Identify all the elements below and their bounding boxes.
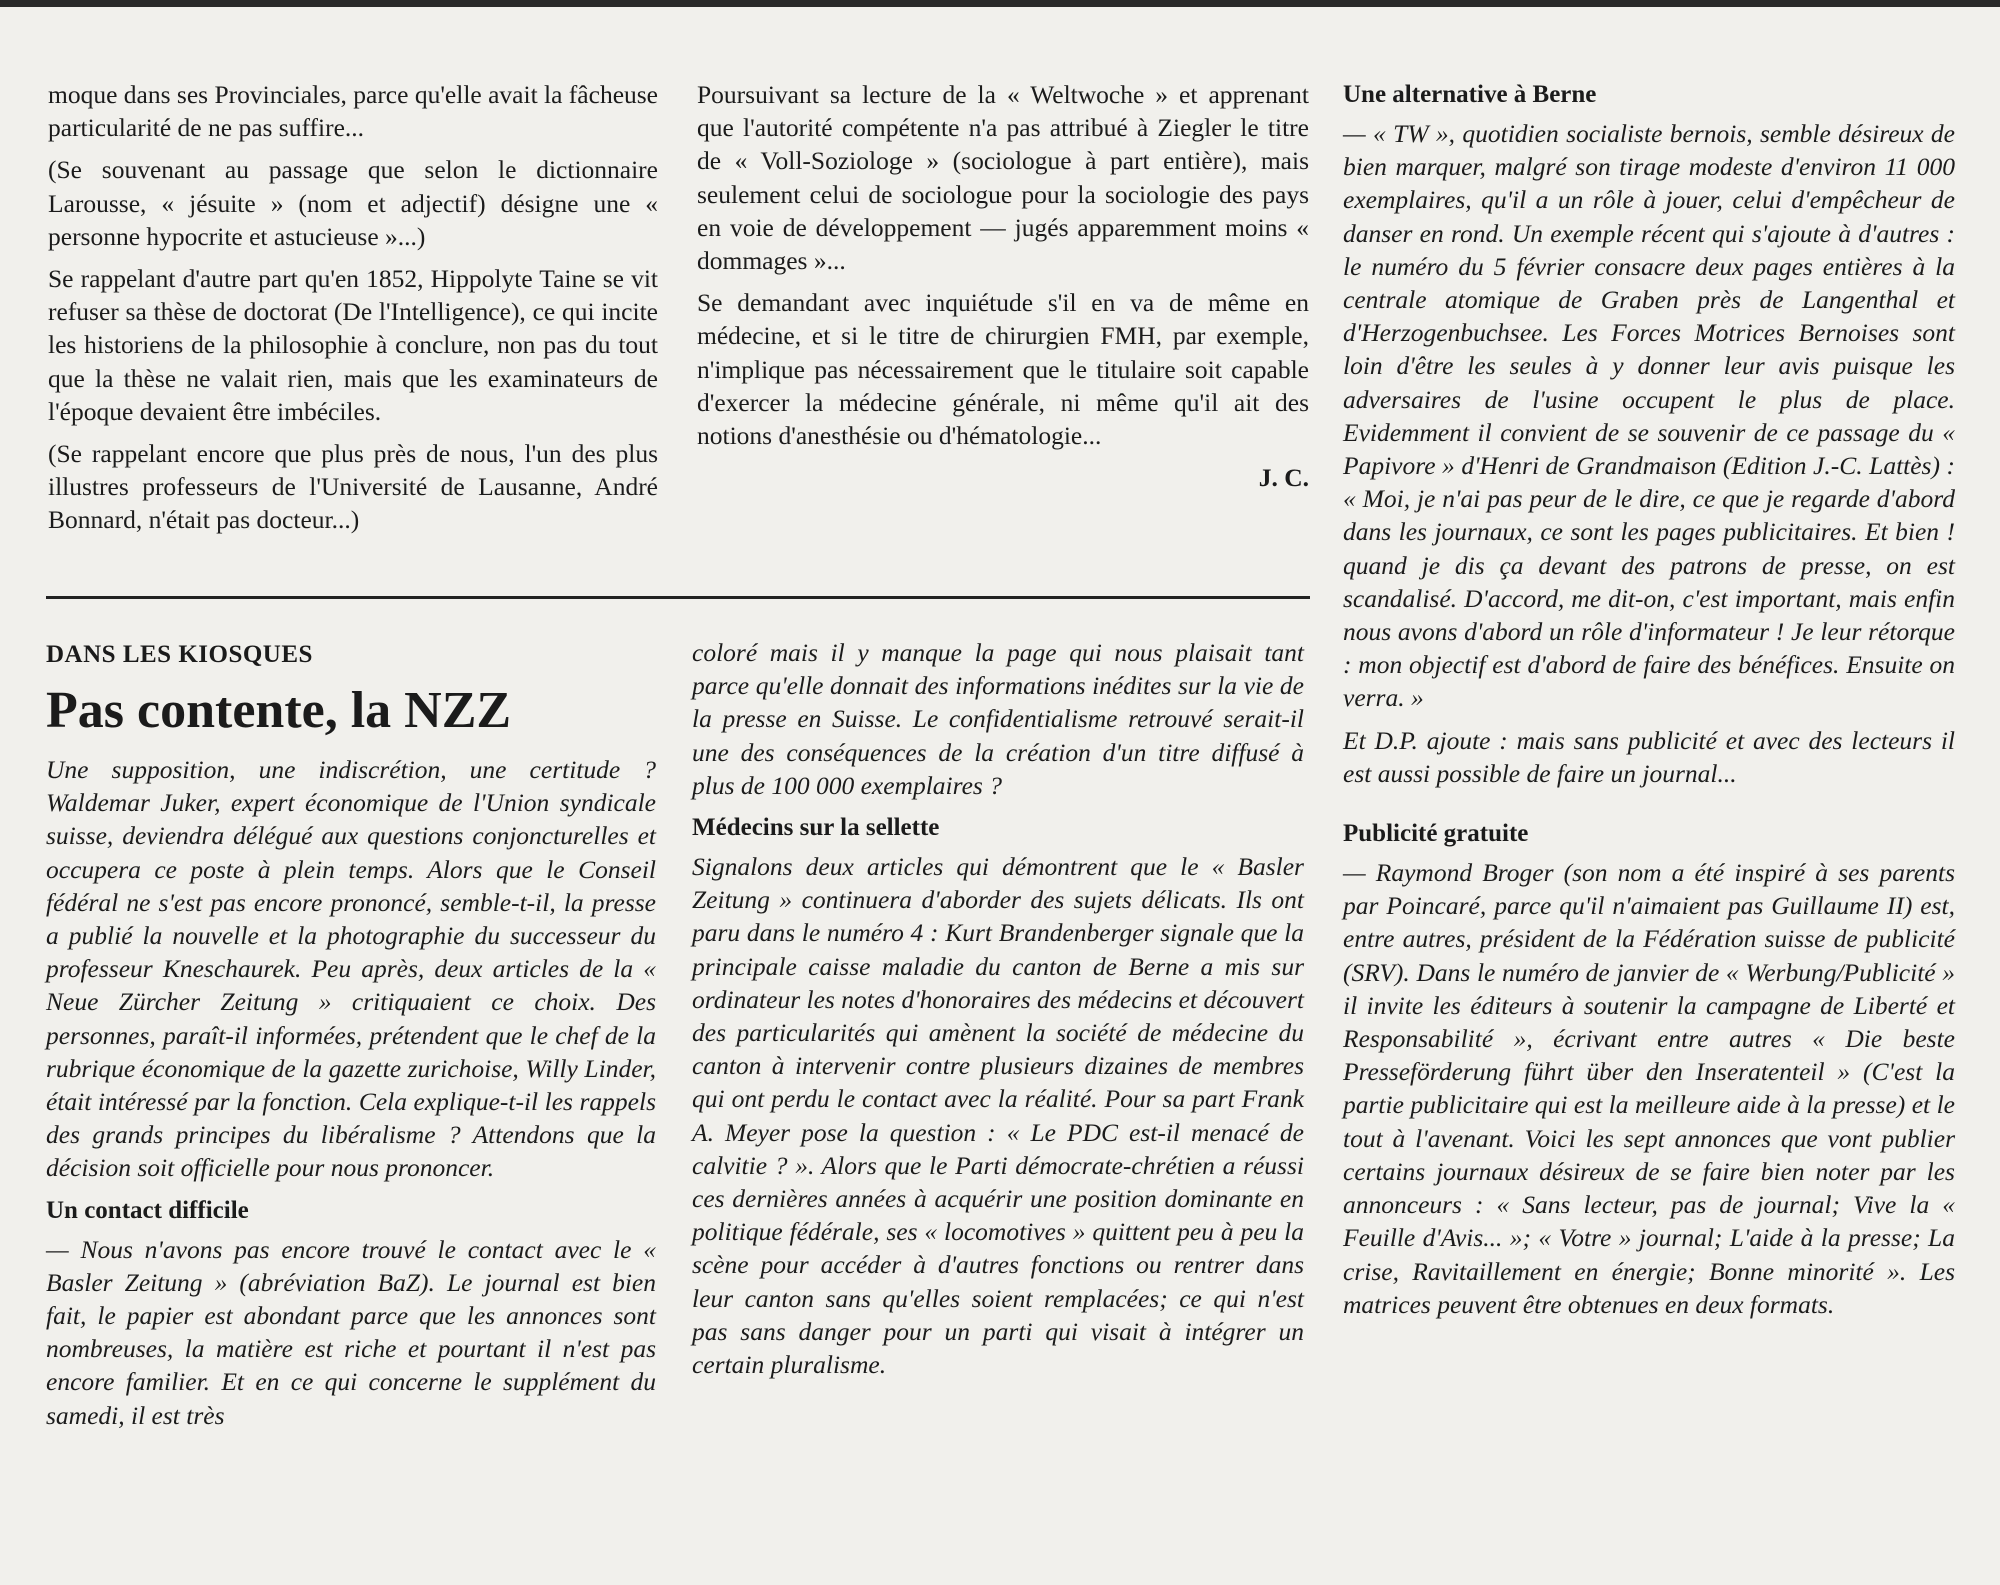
- paragraph: — Raymond Broger (son nom a été inspiré à ses parents par Poincaré, parce qu'il n'aimaient pas Guillaume II) est, entre autres, président de la Fédération suisse de publicité (SRV). Dans le numéro de janvier de « Werbung/Publicité » il invite les éditeurs à soutenir la campagne de Liberté et Responsabilité », écrivant entre autres « Die beste Presseförderung führt über den Inseratenteil » (C'est la partie publicitaire qui est la meilleure aide à la presse) et le tout à l'avenant. Voici les sept annonces que vont publier certains journaux désireux de se faire bien noter par les annonceurs : « Sans lecteur, pas de journal; Vive la « Feuille d'Avis... »; « Votre » journal; L'aide à la presse; La crise, Ravitaillement en énergie; Bonne minorité ». Les matrices peuvent être obtenues en deux formats.: [1343, 858, 1955, 1319]
- section-heading: Publicité gratuite: [1343, 820, 1529, 848]
- paragraph: — « TW », quotidien socialiste bernois, semble désireux de bien marquer, malgré son tirage modeste d'environ 11 000 exemplaires, qu'il a un rôle à jouer, celui d'empêcheur de danser en rond. Un exemple récent qui s'ajoute à d'autres : le numéro du 5 février consacre deux pages entières à la centrale atomique de Graben près de Langenthal et d'Herzogenbuchsee. Les Forces Motrices Bernoises sont loin d'être les seules à y donner leur avis puisque les adversaires de l'usine occupent le plus de place. Evidemment il convient de se souvenir de ce passage du « Papivore » d'Henri de Grandmaison (Edition J.-C. Lattès) : « Moi, je n'ai pas peur de le dire, ce que je regarde d'abord dans les journaux, ce sont les pages publicitaires. Et bien ! quand je dis ça devant des patrons de presse, on est scandalisé. D'accord, me dit-on, c'est important, mais enfin nous avons d'abord un rôle d'informateur ! Je leur rétorque : mon objectif est d'abord de faire des bénéfices. Ensuite on verra. »: [1343, 119, 1955, 713]
- section-heading: Un contact difficile: [46, 1196, 249, 1224]
- article-headline: Pas contente, la NZZ: [46, 682, 512, 739]
- paragraph: — Nous n'avons pas encore trouvé le contact avec le « Basler Zeitung » (abréviation BaZ). Le journal est bien fait, le papier est abondant parce que les annonces sont nombreuses, la matière est riche et pourtant il n'est pas encore familier. Et en ce qui concerne le supplément du samedi, il est très: [46, 1234, 656, 1430]
- paragraph: Une supposition, une indiscrétion, une certitude ? Waldemar Juker, expert économique de l'Union syndicale suisse, deviendra délégué aux questions conjoncturelles et occupera ce poste à plein temps. Alors que le Conseil fédéral ne s'est pas encore prononcé, semble-t-il, la presse a publié la nouvelle et la photographie du successeur du professeur Kneschaurek. Peu après, deux articles de la « Neue Zürcher Zeitung » critiquaient ce choix. Des personnes, paraît-il informées, prétendent que le chef de la rubrique économique de la gazette zurichoise, Willy Linder, était intéressé par la fonction. Cela explique-t-il les rappels des grands principes du libéralisme ? Attendons que la décision soit officielle pour nous prononcer.: [46, 755, 656, 1183]
- paragraph: moque dans ses Provinciales, parce qu'elle avait la fâcheuse particularité de ne pas suffire...: [48, 80, 658, 143]
- paragraph: Signalons deux articles qui démontrent que le « Basler Zeitung » continuera d'aborder des sujets délicats. Ils ont paru dans le numéro 4 : Kurt Brandenberger signale que la principale caisse maladie du canton de Berne a mis sur ordinateur les notes d'honoraires des médecins et découvert des particularités qui amènent la société de médecine du canton à intervenir contre plusieurs dizaines de membres qui ont perdu le contact avec la réalité. Pour sa part Frank A. Meyer pose la question : « Le PDC est-il menacé de calvitie ? ». Alors que le Parti démocrate-chrétien a réussi ces dernières années à acquérir une position dominante en politique fédérale, ses « locomotives » quittent peu à peu la scène pour accéder à d'autres fonctions ou rentrer dans leur canton sans qu'elles soient remplacées; ce qui n'est pas sans danger pour un parti qui visait à intégrer un certain pluralisme.: [692, 852, 1304, 1380]
- column-bottom-left: [46, 636, 656, 1441]
- author-signature: J. C.: [1258, 463, 1309, 493]
- column-top-left: [48, 78, 658, 546]
- paragraph: (Se souvenant au passage que selon le dictionnaire Larousse, « jésuite » (nom et adjectif) désigne une « personne hypocrite et astucieuse »...): [48, 155, 658, 251]
- column-top-middle: [697, 78, 1309, 494]
- paragraph: Se rappelant d'autre part qu'en 1852, Hippolyte Taine se vit refuser sa thèse de doctorat (De l'Intelligence), ce qui incite les historiens de la philosophie à conclure, non pas du tout que la thèse ne valait rien, mais que les examinateurs de l'époque devaient être imbéciles.: [48, 264, 658, 426]
- paragraph: Et D.P. ajoute : mais sans publicité et avec des lecteurs il est aussi possible de faire un journal...: [1343, 725, 1955, 788]
- column-bottom-middle: [692, 636, 1304, 1390]
- column-right: [1343, 78, 1955, 1330]
- section-heading: Une alternative à Berne: [1343, 81, 1597, 108]
- section-heading: Médecins sur la sellette: [692, 814, 940, 842]
- paragraph: Se demandant avec inquiétude s'il en va de même en médecine, et si le titre de chirurgien FMH, par exemple, n'implique pas nécessairement que le titulaire soit capable d'exercer la médecine générale, ni même qu'il ait des notions d'anesthésie ou d'hématologie...: [697, 288, 1309, 451]
- paragraph: Poursuivant sa lecture de la « Weltwoche » et apprenant que l'autorité compétente n'a pas attribué à Ziegler le titre de « Voll-Soziologe » (sociologue à part entière), mais seulement celui de sociologue pour la sociologie des pays en voie de développement — jugés apparemment moins « dommages »...: [697, 80, 1309, 276]
- rubric-kicker: DANS LES KIOSQUES: [46, 641, 313, 668]
- paragraph: (Se rappelant encore que plus près de nous, l'un des plus illustres professeurs de l'Université de Lausanne, André Bonnard, n'était pas docteur...): [48, 439, 658, 535]
- section-divider: [46, 596, 1310, 599]
- paragraph: coloré mais il y manque la page qui nous plaisait tant parce qu'elle donnait des informations inédites sur la vie de la presse en Suisse. Le confidentialisme retrouvé serait-il une des conséquences de la création d'un titre diffusé à plus de 100 000 exemplaires ?: [692, 638, 1304, 800]
- page-top-edge: [0, 0, 2000, 7]
